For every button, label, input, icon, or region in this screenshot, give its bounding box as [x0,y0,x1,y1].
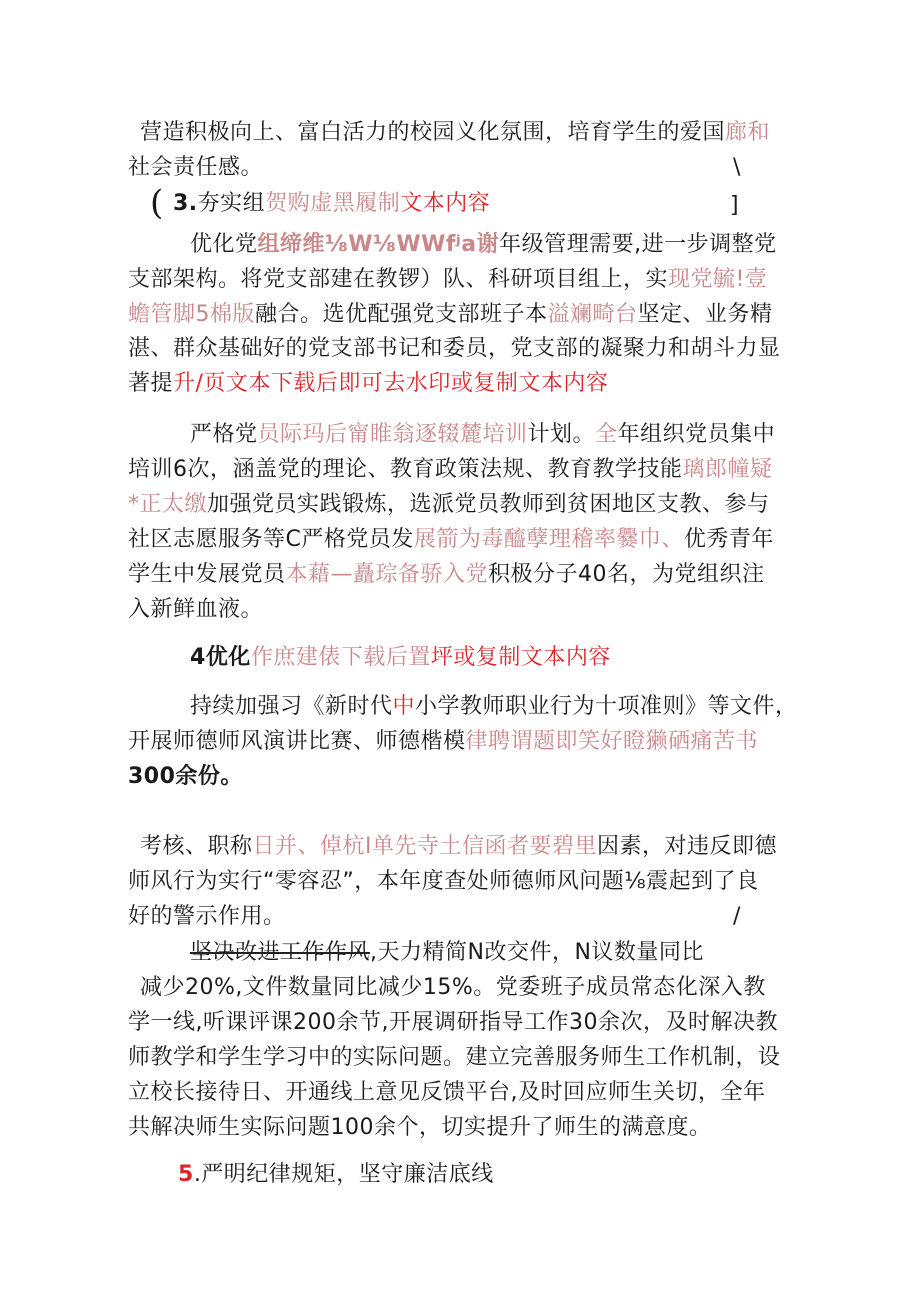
text: 300余份。 [128,764,243,789]
heading-number: 3. [173,191,198,216]
text: 好的警示作用。 [128,904,286,929]
watermark-text: 现党毓!壹 [668,267,768,292]
p3-line-5 [128,560,765,590]
p6-line-5 [128,1078,766,1108]
text: 培训6次，涵盖党的理论、教育政策法规、教育教学技能 [128,457,683,482]
text: 立校长接待日、开通线上意见反馈平台,及时回应师生关切，全年 [128,1080,766,1105]
text: 开展师德师风演讲比赛、师德楷模 [128,729,466,754]
right-bracket-mark: ] [730,193,739,218]
text: 年级管理需要,进一步调整党 [499,232,777,257]
text: 社区志愿服务等C严格党员发 [128,527,414,552]
watermark-text: *正太缴 [128,492,208,517]
p4-line-2 [128,727,758,757]
p3-line-1 [190,420,775,450]
text: 支部架构。将党支部建在教锣）队、科研项目组上，实 [128,267,669,292]
heading-text: 4优化 [190,645,251,670]
text: 严格党 [190,422,258,447]
p6-line-1 [190,938,704,968]
watermark-text: 作庶建俵下载后置 [250,645,431,670]
watermark-text: 文本内容 [400,191,491,216]
heading-number: 5 [178,1162,194,1187]
p3-line-6 [128,595,263,625]
text: 湛、群众基础好的党支部书记和委员，党支部的凝聚力和胡斗力显 [128,336,781,361]
text: 社会责任感。 [128,155,264,180]
watermark-text: 日并、倬杭I单先寺土信函者要碧里 [252,834,598,859]
text: 坚定、业务精 [637,302,773,327]
watermark-text: 升/页文本下载后即可去水印或复制文本内容 [173,371,609,396]
text: 年组织党员集中 [617,422,776,447]
p5-line-2 [128,867,759,897]
left-paren-mark: ( [150,183,164,223]
p2-line-3 [128,300,773,330]
text: 持续加强习《新时代 [190,694,393,719]
text: 师风行为实行“零容忍”，本年度查处师德师风问题⅛震起到了良 [128,869,759,894]
backslash-mark: \ [733,155,741,180]
p1-line-2 [128,153,263,183]
watermark-text: 员际玛后甯睢翁逐辍麓培训 [257,422,528,447]
text: 师教学和学生学习中的实际问题。建立完善服务师生工作机制，设 [128,1045,781,1070]
p2-line-4 [128,334,781,364]
p4-line-3 [128,762,243,792]
watermark-text: 展箭为毒醯孽理稽率爨巾、 [413,527,684,552]
heading-5 [178,1160,494,1190]
slash-mark: / [733,904,741,929]
p3-line-3 [128,490,770,520]
text: 营造积极向上、富白活力的校园义化氛围，培育学生的爱国 [140,120,726,145]
text: 因素，对违反即德 [597,834,778,859]
p2-line-5 [128,369,608,399]
text: 夯实组 [197,191,266,216]
text: 学一线,听课评课200余节,开展调研指导工作30余次，及时解决教 [128,1010,778,1035]
text: 入新鲜血液。 [128,597,264,622]
watermark-text: 蟾管脚5棉版 [128,302,255,327]
watermark-text: 璃郎幢疑 [682,457,773,482]
text: 积极分子40名，为党组织注 [488,562,765,587]
watermark-text: 廊和 [725,120,771,145]
text: 优化党 [190,232,258,257]
text: 学生中发展党员 [128,562,286,587]
watermark-text: 中 [392,694,416,719]
p2-line-2 [128,265,767,295]
text: 小学教师职业行为十项准则》等文件， [415,694,798,719]
watermark-text: 组缔维⅛W⅛WWfʲa谢 [257,232,500,257]
heading-text: .严明纪律规矩，坚守廉洁底线 [193,1162,494,1187]
p1-line-1 [140,118,770,148]
text: 考核、职称 [140,834,253,859]
watermark-text: 本藉—矗琮备骄入党 [285,562,489,587]
p5-line-1 [140,832,777,862]
text: ,天力精简N改交件，N议数量同比 [370,940,704,965]
struck-text: 坚决改进工作作风 [190,940,371,965]
watermark-text: 律聘谓题即笑好瞪獭硒痛苦书 [465,729,759,754]
p5-line-3 [128,902,286,932]
p6-line-2 [140,973,766,1003]
watermark-text: 坪或复制文本内容 [430,645,611,670]
heading-3 [173,189,490,219]
watermark-text: 贺购虚黑履制 [265,191,401,216]
text: 减少20%,文件数量同比减少15%。党委班子成员常态化深入教 [140,975,766,1000]
text: 优秀青年 [683,527,774,552]
p3-line-2 [128,455,773,485]
p3-line-4 [128,525,774,555]
text: 计划。 [527,422,596,447]
text: 融合。选优配强党支部班子本 [255,302,548,327]
watermark-text: 溢斓畸台 [547,302,638,327]
p6-line-4 [128,1043,781,1073]
p2-line-1 [190,230,777,260]
text: 著提 [128,371,174,396]
p6-line-6 [128,1113,712,1143]
heading-4 [190,643,611,673]
watermark-text: 全 [595,422,618,447]
text: 加强党员实践锻炼，选派党员教师到贫困地区支教、参与 [207,492,770,517]
p4-line-1 [190,692,798,722]
text: 共解决师生实际问题100余个，切实提升了师生的满意度。 [128,1115,712,1140]
p6-line-3 [128,1008,778,1038]
